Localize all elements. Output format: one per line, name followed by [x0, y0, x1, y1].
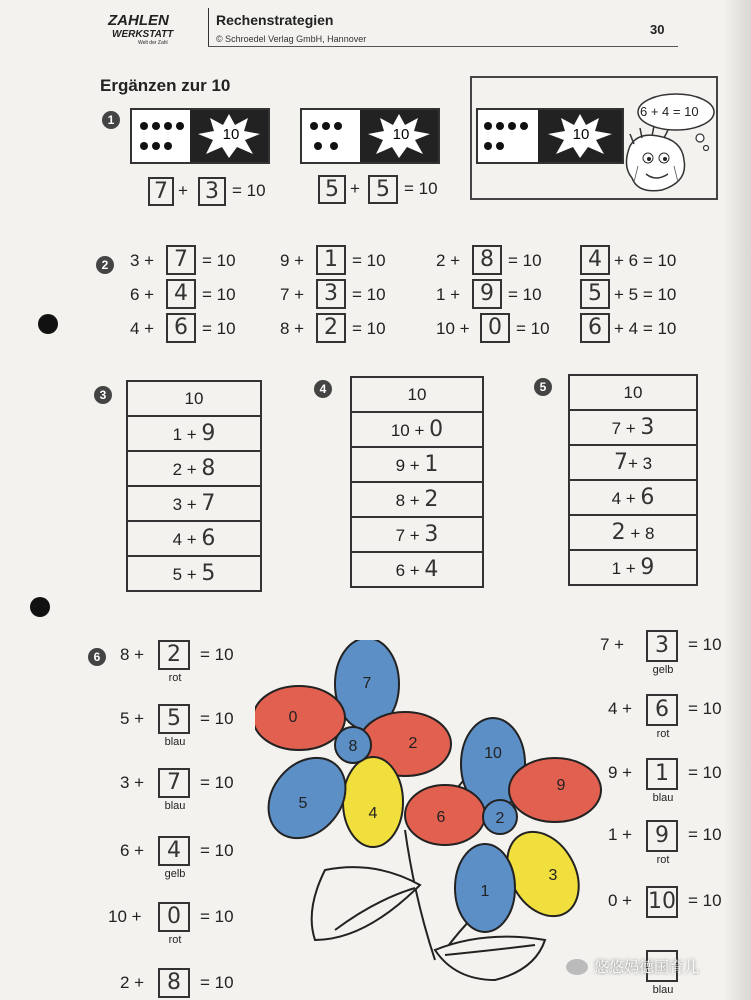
color-hint: rot [168, 672, 182, 684]
task-number: 4 [314, 380, 332, 398]
equation-result: = 10 [200, 907, 234, 926]
ladder-table-3 [126, 380, 262, 592]
answer-box[interactable]: 5 [368, 175, 398, 204]
color-hint: blau [164, 736, 186, 748]
watermark: 悠悠妈德国育儿 [566, 956, 699, 977]
answer-box[interactable]: 6 [580, 313, 610, 343]
equation-operand: 9 + [608, 763, 633, 782]
equation-result: = 10 [352, 251, 386, 270]
dots-and-starburst [478, 110, 622, 162]
table-row[interactable]: 5 + 5 [127, 556, 261, 591]
task-number: 2 [96, 256, 114, 274]
flower-2-petal-label: 9 [556, 777, 566, 794]
page-title: Rechenstrategien [216, 12, 334, 28]
table-row[interactable]: 1 + 9 [127, 416, 261, 451]
equation-result: + 4 = 10 [614, 319, 677, 338]
answer-box[interactable]: 10 [646, 886, 678, 918]
header-rule [208, 46, 678, 47]
answer-box[interactable]: 5 [580, 279, 610, 309]
answer-box[interactable]: 9 [646, 820, 678, 852]
table-header: 10 [127, 381, 261, 416]
flower-1-center-label: 8 [348, 738, 358, 755]
table-row[interactable]: 2 + 8 [569, 515, 697, 550]
answer-box[interactable]: 3 [316, 279, 346, 309]
color-hint: rot [168, 934, 182, 946]
equation-result: = 10 [688, 763, 722, 782]
equation-operand: 5 + [120, 709, 145, 728]
equation-operand: 0 + [608, 891, 633, 910]
flower-1-petal-label: 4 [368, 805, 378, 822]
task-number: 1 [102, 111, 120, 129]
starburst-number: 10 [572, 126, 590, 143]
answer-box[interactable]: 1 [316, 245, 346, 275]
answer-box[interactable]: 0 [480, 313, 510, 343]
answer-box[interactable]: 7 [166, 245, 196, 275]
equation-result: = 10 [232, 181, 266, 200]
table-row[interactable]: 9 + 1 [351, 447, 483, 482]
table-row[interactable]: 1 + 9 [569, 550, 697, 585]
table-row[interactable]: 4 + 6 [127, 521, 261, 556]
equation-operand: 10 + [436, 319, 470, 338]
equation-operand: 3 + [120, 773, 145, 792]
answer-box[interactable]: 2 [158, 640, 190, 670]
dots-and-starburst [132, 110, 268, 162]
dot-card-1 [130, 108, 270, 164]
flower-1-petal-label: 0 [288, 709, 298, 726]
equation-operand: 8 + [280, 319, 305, 338]
answer-box[interactable]: 4 [158, 836, 190, 866]
equation-result: = 10 [200, 773, 234, 792]
equation-operand: 2 + [436, 251, 461, 270]
flower-1-petal-bottom [343, 757, 403, 847]
flower-2-center-label: 2 [495, 810, 505, 827]
flower-1-petal-label: 7 [362, 675, 372, 692]
starburst-number: 10 [222, 126, 240, 143]
equation-result: = 10 [688, 891, 722, 910]
equation-result: = 10 [352, 285, 386, 304]
equation-result: = 10 [508, 285, 542, 304]
page-edge-shadow [723, 0, 751, 1000]
plus-sign: + [350, 179, 360, 198]
equation-result: = 10 [508, 251, 542, 270]
flower-drawing [255, 640, 605, 1000]
flower-1-petal-label: 5 [298, 795, 308, 812]
thought-bubble-text: 6 + 4 = 10 [640, 104, 699, 119]
equation-result: = 10 [202, 285, 236, 304]
table-row[interactable]: 2 + 8 [127, 451, 261, 486]
equation-result: = 10 [688, 825, 722, 844]
color-hint: gelb [652, 664, 674, 676]
flower-1-petal-left [255, 686, 345, 750]
equation-operand: 9 + [280, 251, 305, 270]
starburst-number: 10 [392, 126, 410, 143]
answer-box[interactable]: 1 [646, 758, 678, 790]
equation-result: = 10 [200, 709, 234, 728]
task-number: 6 [88, 648, 106, 666]
equation-operand: 3 + [130, 251, 155, 270]
equation-result: + 6 = 10 [614, 251, 677, 270]
dots-and-starburst [302, 110, 438, 162]
flower-1-petal-label: 2 [408, 735, 418, 752]
answer-box[interactable]: 7 [158, 768, 190, 798]
equation-operand: 4 + [608, 699, 633, 718]
table-row[interactable]: 8 + 2 [351, 482, 483, 517]
section-heading: Ergänzen zur 10 [100, 76, 231, 95]
table-row[interactable]: 6 + 4 [351, 552, 483, 587]
dot-card-2 [300, 108, 440, 164]
equation-result: = 10 [516, 319, 550, 338]
punch-hole [38, 314, 58, 334]
answer-box[interactable]: 2 [316, 313, 346, 343]
table-row[interactable]: 7 + 3 [569, 410, 697, 445]
equation-result: = 10 [688, 635, 722, 654]
header-divider [208, 8, 209, 46]
color-hint: blau [164, 800, 186, 812]
flower-2-petal-label: 1 [480, 883, 490, 900]
color-hint: rot [656, 728, 670, 740]
color-hint: gelb [164, 868, 186, 880]
answer-box[interactable]: 0 [158, 902, 190, 932]
plus-sign: + [178, 181, 188, 200]
flower-2-petal-label: 3 [548, 867, 558, 884]
ladder-table-4 [350, 376, 484, 588]
equation-result: = 10 [200, 645, 234, 664]
equation-operand: 6 + [130, 285, 155, 304]
table-header: 10 [569, 375, 697, 410]
publisher-credit: © Schroedel Verlag GmbH, Hannover [216, 34, 367, 44]
table-row[interactable]: 10 + 0 [351, 412, 483, 447]
dot-card-3 [476, 108, 624, 164]
answer-box[interactable]: 8 [472, 245, 502, 275]
flower-2-petal-right [509, 758, 601, 822]
equation-result: = 10 [202, 319, 236, 338]
answer-box[interactable]: 6 [166, 313, 196, 343]
answer-box[interactable]: 8 [158, 968, 190, 998]
answer-box[interactable]: 7 [148, 177, 174, 206]
answer-box[interactable]: 5 [158, 704, 190, 734]
equation-operand: 8 + [120, 645, 145, 664]
table-row[interactable]: 7 + 3 [351, 517, 483, 552]
answer-box[interactable]: 4 [166, 279, 196, 309]
table-row[interactable]: 3 + 7 [127, 486, 261, 521]
equation-operand: 2 + [120, 973, 145, 992]
equation-result: = 10 [200, 973, 234, 992]
equation-operand: 4 + [130, 319, 155, 338]
table-header: 10 [351, 377, 483, 412]
answer-box[interactable]: 9 [472, 279, 502, 309]
wechat-icon [566, 959, 588, 975]
task-number: 5 [534, 378, 552, 396]
answer-box[interactable]: 6 [646, 694, 678, 726]
color-hint: blau [652, 984, 674, 996]
equation-operand: 6 + [120, 841, 145, 860]
cartoon-character-with-thought-bubble [618, 86, 716, 198]
equation-result: = 10 [404, 179, 438, 198]
equation-result: = 10 [352, 319, 386, 338]
equation-operand: 10 + [108, 907, 142, 926]
equation-result: = 10 [688, 699, 722, 718]
table-row[interactable]: 4 + 6 [569, 480, 697, 515]
equation-result: = 10 [200, 841, 234, 860]
page-number: 30 [650, 22, 665, 37]
color-hint: blau [652, 792, 674, 804]
equation-operand: 7 + [280, 285, 305, 304]
flower-2-petal-label: 6 [436, 809, 446, 826]
answer-box[interactable]: 4 [580, 245, 610, 275]
equation-operand: 1 + [436, 285, 461, 304]
ladder-table-5 [568, 374, 698, 586]
equation-operand: 1 + [608, 825, 633, 844]
answer-box[interactable]: 3 [646, 630, 678, 662]
answer-box[interactable]: 5 [318, 175, 346, 204]
answer-box[interactable]: 3 [198, 177, 226, 206]
equation-result: + 5 = 10 [614, 285, 677, 304]
punch-hole [30, 597, 50, 617]
task-number: 3 [94, 386, 112, 404]
equation-operand: 7 + [600, 635, 625, 654]
table-row[interactable]: 7+ 3 [569, 445, 697, 480]
equation-result: = 10 [202, 251, 236, 270]
publisher-logo: ZAHLEN WERKSTATT Welt der Zahl [108, 12, 174, 46]
flower-2-petal-label: 10 [484, 745, 502, 762]
color-hint: rot [656, 854, 670, 866]
